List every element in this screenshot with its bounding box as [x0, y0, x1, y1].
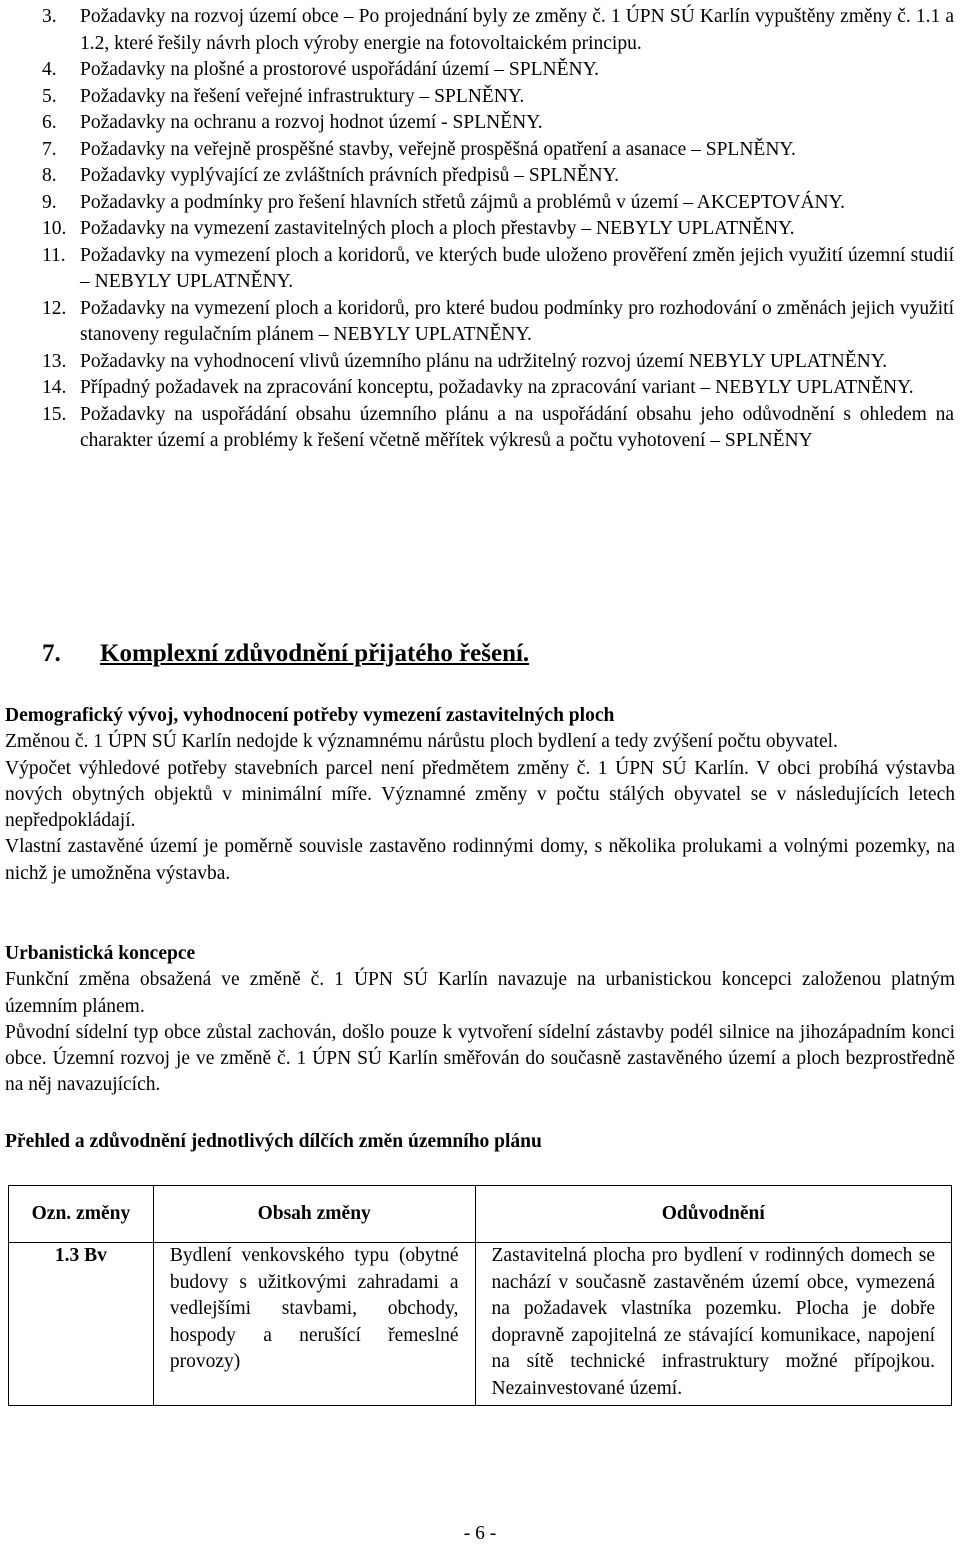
- list-item: [0, 190, 960, 217]
- chapter-number: 7.: [42, 640, 61, 667]
- item-text: Požadavky na vymezení ploch a koridorů, pro které budou podmínky pro rozhodování o změnách jejich využití stanoveny regulačním plánem – NEBYLY UPLATNĚNY.: [80, 297, 954, 345]
- paragraph: Výpočet výhledové potřeby stavebních parcel není předmětem změny č. 1 ÚPN SÚ Karlín. V obci probíhá výstavba nových obytných objektů v minimální míře. Významné změny v počtu stálých obyvatel se v následujících letech nepředpokládají.: [5, 757, 955, 832]
- change-code-cell: 1.3 Bv: [9, 1243, 154, 1406]
- list-item: [0, 84, 960, 111]
- list-item: [0, 216, 960, 243]
- list-item: [0, 243, 960, 296]
- column-header: Ozn. změny: [9, 1186, 154, 1243]
- item-text: Požadavky na řešení veřejné infrastruktury – SPLNĚNY.: [80, 85, 525, 107]
- change-reason-cell: Zastavitelná plocha pro bydlení v rodinných domech se nachází v současně zastavěném území obce, vymezená na požadavek vlastníka pozemku. Plocha je dobře dopravně zapojitelná ze stávající komunikace, napojení na sítě technické infrastruktury možné přípojkou. Nezainvestované území.: [475, 1243, 951, 1406]
- paragraph: Změnou č. 1 ÚPN SÚ Karlín nedojde k významnému nárůstu ploch bydlení a tedy zvýšení počtu obyvatel.: [5, 731, 838, 753]
- item-number: 4.: [42, 59, 57, 80]
- paragraph: Vlastní zastavěné území je poměrně souvisle zastavěno rodinnými domy, s několika prolukami a volnými pozemky, na nichž je umožněna výstavba.: [5, 836, 955, 884]
- urban-section: [5, 941, 955, 1099]
- requirements-list: [0, 4, 960, 455]
- page-number: - 6 -: [463, 1523, 497, 1544]
- item-number: 7.: [42, 138, 57, 160]
- item-text: Požadavky na vymezení ploch a koridorů, ve kterých bude uloženo prověření změn jejich využití územní studií – NEBYLY UPLATNĚNY.: [80, 244, 954, 292]
- item-number: 9.: [42, 191, 57, 213]
- overview-section: [5, 1129, 955, 1155]
- list-item: [0, 137, 960, 164]
- item-text: Případný požadavek na zpracování konceptu, požadavky na zpracování variant – NEBYLY UPLATNĚNY.: [80, 377, 914, 398]
- column-header: Obsah změny: [153, 1186, 475, 1243]
- item-text: Požadavky na ochranu a rozvoj hodnot území - SPLNĚNY.: [80, 112, 543, 133]
- item-number: 15.: [42, 403, 67, 425]
- chapter-heading: [42, 640, 529, 668]
- item-text: Požadavky na rozvoj území obce – Po projednání byly ze změny č. 1 ÚPN SÚ Karlín vypuštěny změny č. 1.1 a 1.2, které řešily návrh ploch výroby energie na fotovoltaickém principu.: [80, 6, 954, 54]
- item-text: Požadavky vyplývající ze zvláštních právních předpisů – SPLNĚNY.: [80, 165, 620, 186]
- list-item: [0, 57, 960, 84]
- list-item: [0, 110, 960, 137]
- paragraph: Původní sídelní typ obce zůstal zachován, došlo pouze k vytvoření sídelní zástavby podél silnice na jihozápadním konci obce. Územní rozvoj je ve změně č. 1 ÚPN SÚ Karlín směřován do současně zastavěného území a ploch bezprostředně na něj navazujících.: [5, 1021, 955, 1096]
- item-number: 8.: [42, 165, 57, 186]
- table-header-row: [9, 1186, 952, 1243]
- item-text: Požadavky na vymezení zastavitelných ploch a ploch přestavby – NEBYLY UPLATNĚNY.: [80, 218, 795, 239]
- item-number: 11.: [42, 244, 66, 266]
- list-item: [0, 349, 960, 376]
- paragraph: Funkční změna obsažená ve změně č. 1 ÚPN SÚ Karlín navazuje na urbanistickou koncepci založenou platným územním plánem.: [5, 969, 955, 1017]
- item-number: 5.: [42, 85, 57, 107]
- section-heading: Přehled a zdůvodnění jednotlivých dílčích změn územního plánu: [5, 1131, 542, 1152]
- item-text: Požadavky na vyhodnocení vlivů územního plánu na udržitelný rozvoj území NEBYLY UPLATNĚNY.: [80, 350, 888, 372]
- chapter-title: Komplexní zdůvodnění přijatého řešení.: [100, 640, 530, 667]
- item-number: 14.: [42, 377, 67, 398]
- item-text: Požadavky na plošné a prostorové uspořádání území – SPLNĚNY.: [80, 59, 600, 80]
- list-item: [0, 375, 960, 402]
- changes-table: [8, 1185, 952, 1406]
- section-heading: Demografický vývoj, vyhodnocení potřeby vymezení zastavitelných ploch: [5, 705, 615, 726]
- item-number: 6.: [42, 112, 57, 133]
- item-number: 13.: [42, 350, 67, 372]
- list-item: [0, 402, 960, 455]
- item-text: Požadavky a podmínky pro řešení hlavních střetů zájmů a problémů v území – AKCEPTOVÁNY.: [80, 191, 846, 213]
- item-text: Požadavky na veřejně prospěšné stavby, veřejně prospěšná opatření a asanace – SPLNĚNY.: [80, 138, 796, 160]
- item-text: Požadavky na uspořádání obsahu územního plánu a na uspořádání obsahu jeho odůvodnění s ohledem na charakter území a problémy k řešení včetně měřítek výkresů a počtu vyhotovení – SPLNĚNY: [80, 403, 954, 451]
- change-content-cell: Bydlení venkovského typu (obytné budovy s užitkovými zahradami a vedlejšími stavbami, obchody, hospody a nerušící řemeslné provozy): [153, 1243, 475, 1406]
- item-number: 3.: [42, 6, 57, 27]
- table-row: [9, 1243, 952, 1406]
- column-header: Odůvodnění: [475, 1186, 951, 1243]
- section-heading: Urbanistická koncepce: [5, 943, 196, 964]
- item-number: 12.: [42, 297, 67, 319]
- list-item: [0, 296, 960, 349]
- list-item: [0, 163, 960, 190]
- demography-section: [5, 703, 955, 887]
- item-number: 10.: [42, 218, 67, 239]
- list-item: [0, 4, 960, 57]
